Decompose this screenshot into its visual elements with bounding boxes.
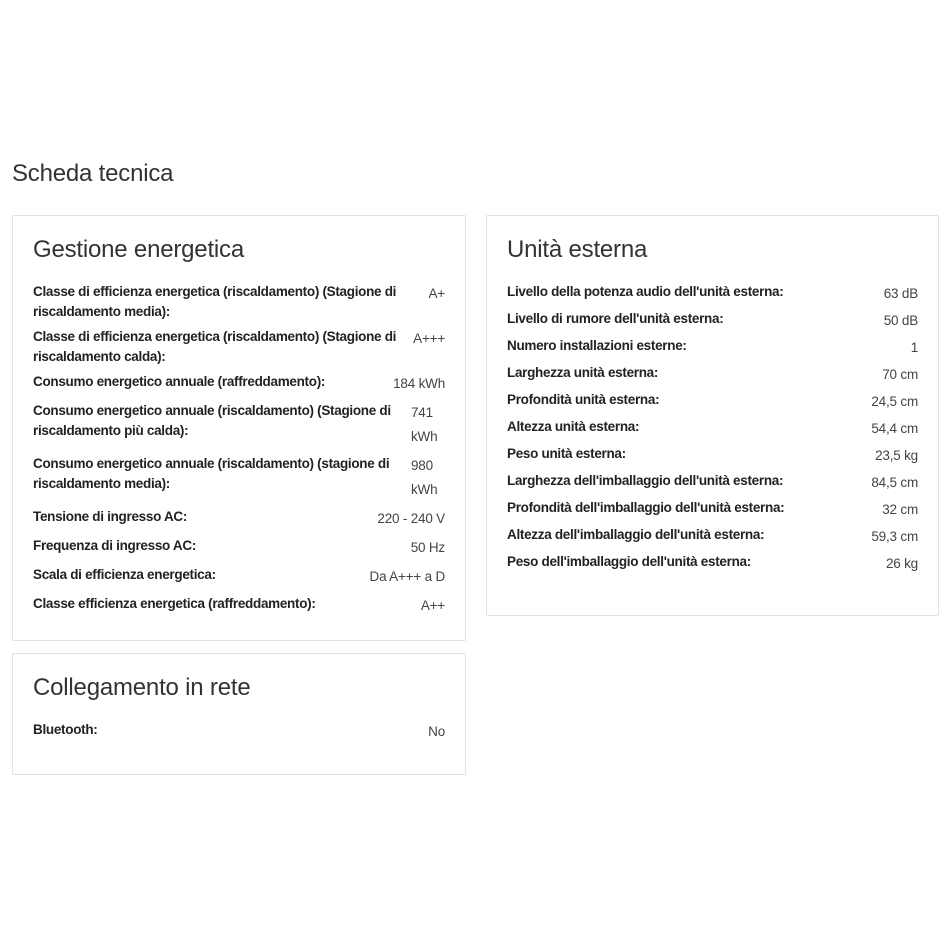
spec-value: 26 kg: [885, 556, 918, 571]
spec-row: [33, 536, 445, 560]
spec-label: Peso unità esterna:: [507, 446, 626, 461]
spec-value: 54,4 cm: [871, 421, 918, 436]
spec-label: Frequenza di ingresso AC:: [33, 538, 197, 553]
spec-label: Livello di rumore dell'unità esterna:: [507, 311, 724, 326]
spec-label: Profondità dell'imballaggio dell'unità esterna:: [507, 500, 785, 515]
spec-label: Scala di efficienza energetica:: [33, 567, 216, 582]
spec-value: A+: [428, 286, 445, 301]
energy-management-title: Gestione energetica: [33, 236, 245, 263]
spec-value: 50 dB: [883, 313, 918, 328]
spec-row: [507, 282, 918, 306]
spec-row: [33, 720, 445, 744]
outdoor-unit-title: Unità esterna: [507, 236, 648, 263]
spec-value: 980 kWh: [411, 458, 438, 497]
spec-label: Bluetooth:: [33, 722, 98, 737]
spec-value: 220 - 240 V: [377, 511, 445, 526]
network-spec-list: [33, 720, 445, 744]
spec-value: 23,5 kg: [875, 448, 918, 463]
spec-label: Consumo energetico annuale (raffreddamento):: [33, 374, 326, 389]
spec-label: Larghezza dell'imballaggio dell'unità esterna:: [507, 473, 784, 488]
spec-row: [33, 454, 445, 502]
spec-value: A++: [420, 598, 445, 613]
spec-value: 50 Hz: [410, 540, 445, 555]
spec-row: [507, 444, 918, 468]
spec-label: Consumo energetico annuale (riscaldamento) (Stagione di riscaldamento più calda):: [33, 403, 391, 438]
energy-management-card: [12, 215, 466, 641]
spec-label: Livello della potenza audio dell'unità esterna:: [507, 284, 784, 299]
spec-value: 741 kWh: [411, 405, 438, 444]
spec-label: Classe di efficienza energetica (riscaldamento) (Stagione di riscaldamento calda):: [33, 329, 397, 364]
outdoor-unit-card: [486, 215, 939, 616]
spec-label: Consumo energetico annuale (riscaldamento) (stagione di riscaldamento media):: [33, 456, 390, 491]
spec-value: 1: [910, 340, 918, 355]
spec-row: [507, 336, 918, 360]
spec-label: Altezza dell'imballaggio dell'unità esterna:: [507, 527, 765, 542]
spec-row: [507, 417, 918, 441]
page-title: Scheda tecnica: [12, 160, 174, 187]
spec-row: [33, 282, 445, 322]
spec-row: [507, 363, 918, 387]
spec-value: 84,5 cm: [871, 475, 918, 490]
spec-row: [507, 498, 918, 522]
spec-label: Altezza unità esterna:: [507, 419, 640, 434]
spec-value: 70 cm: [882, 367, 918, 382]
spec-label: Classe efficienza energetica (raffreddamento):: [33, 596, 316, 611]
spec-value: 32 cm: [882, 502, 918, 517]
network-connection-title: Collegamento in rete: [33, 674, 251, 701]
spec-label: Peso dell'imballaggio dell'unità esterna:: [507, 554, 751, 569]
spec-row: [33, 372, 445, 396]
spec-row: [33, 401, 445, 449]
network-connection-card: [12, 653, 466, 775]
spec-row: [33, 507, 445, 531]
spec-row: [507, 471, 918, 495]
spec-row: [33, 594, 445, 618]
spec-value: No: [428, 724, 445, 739]
spec-row: [507, 309, 918, 333]
spec-row: [33, 565, 445, 589]
spec-label: Profondità unità esterna:: [507, 392, 660, 407]
energy-spec-list: [33, 282, 445, 618]
spec-label: Numero installazioni esterne:: [507, 338, 687, 353]
spec-label: Classe di efficienza energetica (riscaldamento) (Stagione di riscaldamento media):: [33, 284, 397, 319]
spec-row: [507, 552, 918, 576]
spec-row: [33, 327, 445, 367]
spec-value: A+++: [413, 331, 445, 346]
spec-value: 59,3 cm: [871, 529, 918, 544]
spec-row: [507, 390, 918, 414]
spec-value: 184 kWh: [393, 376, 445, 391]
outdoor-spec-list: [507, 282, 918, 576]
spec-value: Da A+++ a D: [369, 569, 445, 584]
spec-value: 24,5 cm: [871, 394, 918, 409]
spec-row: [507, 525, 918, 549]
spec-value: 63 dB: [883, 286, 918, 301]
spec-label: Larghezza unità esterna:: [507, 365, 659, 380]
spec-label: Tensione di ingresso AC:: [33, 509, 188, 524]
